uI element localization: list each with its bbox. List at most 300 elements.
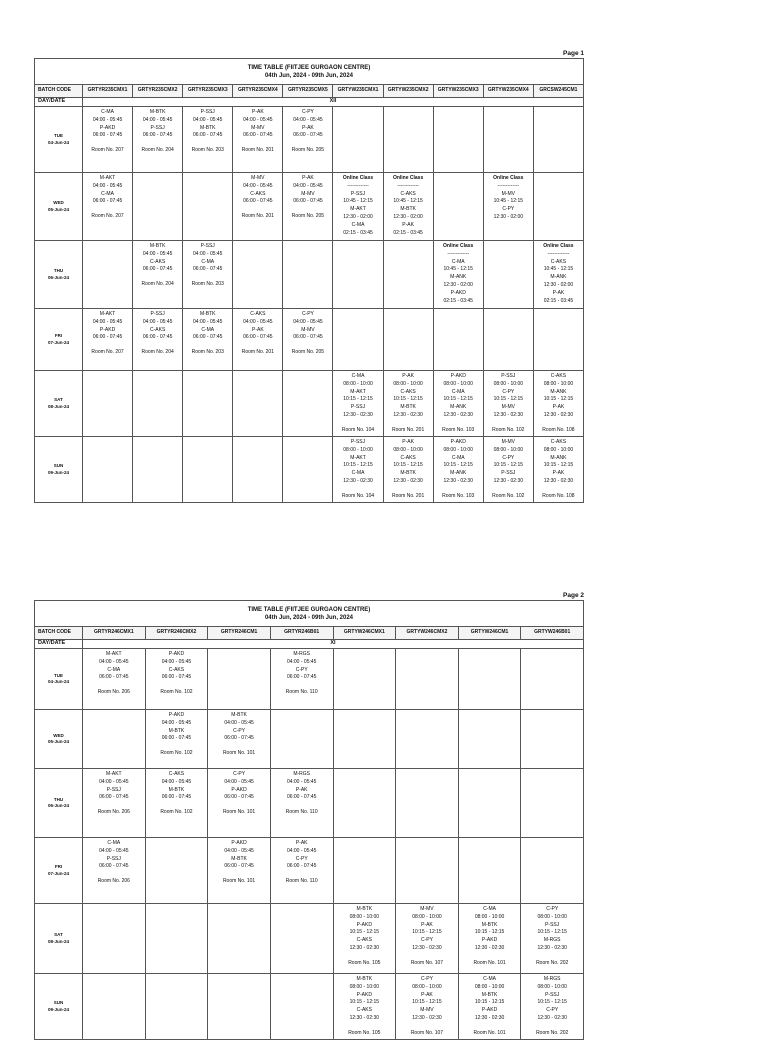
room-number: Room No. 105 [348,959,381,966]
room-number: Room No. 110 [285,689,318,696]
schedule-line: 06:00 - 07:45 [92,334,123,341]
schedule-line: 08:00 - 10:00 [412,983,442,990]
batch-header-row [35,627,584,640]
batch-code-header: GRTYR235CMX1 [83,85,133,98]
schedule-line: 08:00 - 10:00 [349,913,380,920]
day-row [35,107,584,173]
schedule-line: 06:00 - 07:45 [293,334,323,341]
schedule-line: 12:30 - 02:30 [543,411,574,418]
day-date: 08-Jun-24 [47,938,69,944]
schedule-line: M-MV [301,190,315,197]
schedule-cell [521,649,584,710]
room-number: Room No. 203 [191,349,224,356]
schedule-line: 04:00 - 05:45 [224,719,254,726]
schedule-line: 02:15 - 03:45 [543,297,574,304]
schedule-line: 08:00 - 10:00 [349,983,380,990]
day-date: 07-Jun-24 [47,339,69,345]
batch-code-label: BATCH CODE [35,627,83,640]
schedule-cell [458,904,521,974]
timetable-title [35,59,584,85]
room-number: Room No. 110 [285,809,318,816]
schedule-line: 12:30 - 02:30 [443,477,473,484]
day-name: SAT [54,397,63,402]
day-cell [35,437,83,503]
schedule-cell [396,974,459,1040]
schedule-line: 12:30 - 02:30 [393,477,423,484]
schedule-cell [208,649,271,710]
schedule-line: 10:15 - 12:15 [412,929,442,936]
room-number: Room No. 110 [285,878,318,885]
schedule-cell [183,173,233,241]
schedule-line: C-MA [451,388,465,395]
room-number: Room No. 206 [97,878,130,885]
schedule-line: M-MV [501,190,515,197]
schedule-line: P-AK [552,289,565,296]
schedule-line: P-SSJ [501,470,516,477]
schedule-line: C-AKS [168,771,185,777]
day-date: 08-Jun-24 [47,403,69,409]
day-name: SUN [53,1000,64,1005]
schedule-line: C-AKS [400,388,416,395]
batch-code-header: GRTYR246CM1 [208,627,271,640]
batch-code-header: GRTYR246CMX1 [83,627,146,640]
schedule-line: M-MV [501,439,515,445]
schedule-line: M-MV [301,326,315,333]
schedule-line: C-MA [483,906,496,912]
room-number: Room No. 107 [410,959,444,966]
schedule-line: 12:30 - 02:00 [393,213,423,220]
schedule-cell [283,371,333,437]
schedule-line: M-MV [420,906,434,912]
schedule-line: M-AKT [106,651,122,657]
schedule-line: 10:15 - 12:15 [474,929,505,936]
schedule-line: 06:00 - 07:45 [286,794,317,801]
day-cell [35,649,83,710]
day-row [35,649,584,710]
schedule-cell [145,904,208,974]
schedule-line: P-SSJ [350,439,366,445]
schedule-line: M-ANK [450,404,467,411]
schedule-cell [383,241,433,309]
class-label: XII [83,98,584,107]
batch-code-header: GRTYW246CMX2 [396,627,459,640]
schedule-line: P-AKD [231,840,247,846]
schedule-cell [533,241,583,309]
schedule-line: P-AK [552,404,565,411]
schedule-line: 08:00 - 10:00 [474,913,505,920]
room-number: Room No. 201 [241,147,274,154]
schedule-line: 10:15 - 12:15 [349,999,380,1006]
schedule-line: C-AKS [250,190,266,197]
day-date-row [35,98,584,107]
schedule-line: 12:30 - 02:30 [412,944,442,951]
online-class-label: Online Class [392,175,424,181]
schedule-line: 06:00 - 07:45 [193,266,223,273]
room-number: Room No. 204 [141,281,174,288]
schedule-line: C-MA [351,373,365,379]
schedule-line: 12:30 - 02:30 [493,411,524,418]
schedule-cell [183,437,233,503]
schedule-cell [333,173,383,241]
room-number: Room No. 107 [410,1029,444,1036]
schedule-line: P-AK [295,840,308,846]
schedule-line: C-AKS [150,326,166,333]
schedule-line: 06:00 - 07:45 [293,198,323,205]
schedule-line: M-MV [501,404,515,411]
schedule-line: P-AKD [99,326,116,333]
batch-code-header: GRTYW246CM1 [458,627,521,640]
room-number: Room No. 205 [291,147,325,154]
schedule-line: 10:15 - 12:15 [543,462,574,469]
schedule-cell [133,173,183,241]
day-cell [35,107,83,173]
schedule-line: M-ANK [550,274,567,281]
schedule-line: M-BTK [168,727,185,734]
schedule-line: 04:00 - 05:45 [92,182,123,189]
schedule-line: 10:15 - 12:15 [393,396,423,403]
schedule-cell [433,241,483,309]
schedule-cell [270,838,333,904]
timetable-title [35,601,584,627]
schedule-cell [333,769,396,838]
schedule-line: 10:45 - 12:15 [393,198,423,205]
schedule-line: 04:00 - 05:45 [142,250,173,257]
schedule-cell [145,649,208,710]
schedule-cell [333,371,383,437]
schedule-cell [533,309,583,371]
day-row [35,710,584,769]
online-class-label: Online Class [493,175,524,181]
day-cell [35,241,83,309]
schedule-line: C-PY [546,906,559,912]
schedule-line: P-SSJ [150,311,165,317]
schedule-line: 06:00 - 07:45 [99,794,129,801]
schedule-line: 04:00 - 05:45 [224,778,254,785]
schedule-line: C-PY [502,388,515,395]
room-number: Room No. 206 [97,809,130,816]
day-name: WED [53,732,64,738]
room-number: Room No. 101 [473,1029,506,1036]
day-date: 07-Jun-24 [47,870,69,876]
schedule-cell [233,241,283,309]
schedule-line: 02:15 - 03:45 [443,297,473,304]
day-name: THU [53,268,64,273]
day-name: TUE [54,133,63,138]
schedule-line: M-BTK [168,786,185,793]
schedule-line: M-AKT [350,388,366,395]
day-cell [35,838,83,904]
room-number: Room No. 102 [160,809,193,816]
schedule-line: M-BTK [400,206,416,213]
title-text: TIME TABLE (FIITJEE GURGAON CENTRE) [247,607,371,613]
schedule-line: P-AKD [356,921,372,928]
batch-code-header: GRTYW235CMX4 [483,85,533,98]
schedule-line: P-AK [421,921,433,928]
schedule-line: 06:00 - 07:45 [293,132,323,139]
schedule-line: C-AKS [550,258,567,265]
schedule-line: 04:00 - 05:45 [286,658,317,665]
schedule-cell [83,173,133,241]
schedule-cell [208,904,271,974]
room-number: Room No. 102 [160,750,193,757]
day-date-row [35,640,584,649]
schedule-line: 06:00 - 07:45 [161,735,192,742]
schedule-line: C-AKS [400,190,416,197]
schedule-line: 04:00 - 05:45 [99,847,129,854]
schedule-line: P-AK [295,786,308,793]
schedule-cell [333,838,396,904]
schedule-line: M-BTK [149,243,166,249]
schedule-line: C-PY [233,771,246,777]
schedule-cell [458,769,521,838]
schedule-cell [83,838,146,904]
schedule-cell [458,649,521,710]
schedule-cell [383,173,433,241]
schedule-line: 08:00 - 10:00 [393,380,423,387]
online-class-label: Online Class [443,243,474,249]
schedule-line: 04:00 - 05:45 [142,116,173,123]
schedule-line: M-BTK [481,921,498,928]
schedule-line: 08:00 - 10:00 [543,446,574,453]
schedule-cell [533,371,583,437]
schedule-line: 10:45 - 12:15 [443,266,473,273]
day-row [35,309,584,371]
schedule-line: 04:00 - 05:45 [286,778,317,785]
day-name: SAT [54,932,63,937]
schedule-line: 06:00 - 07:45 [243,132,273,139]
room-number: Room No. 205 [291,213,325,220]
schedule-line: M-MV [251,124,265,131]
schedule-cell [133,107,183,173]
room-number: Room No. 201 [391,426,425,433]
schedule-line: P-SSJ [545,991,560,998]
schedule-line: M-ANK [550,454,567,461]
schedule-cell [383,309,433,371]
schedule-cell [333,309,383,371]
day-row [35,241,584,309]
schedule-line: 04:00 - 05:45 [92,318,123,325]
schedule-cell [83,241,133,309]
schedule-line: M-ANK [450,274,467,281]
batch-code-header: GRTYR235CMX5 [283,85,333,98]
schedule-line: 06:00 - 07:45 [286,674,317,681]
day-row [35,769,584,838]
day-date-label: DAY/DATE [35,98,83,107]
schedule-line: 12:30 - 02:30 [474,1014,505,1021]
schedule-line: 04:00 - 05:45 [193,250,223,257]
schedule-line: P-AK [552,470,565,477]
schedule-line: M-AKT [106,771,122,777]
schedule-cell [270,769,333,838]
room-number: Room No. 103 [442,426,475,433]
schedule-line: 10:15 - 12:15 [443,462,473,469]
schedule-line: M-BTK [481,991,498,998]
room-number: Room No. 207 [91,147,124,154]
schedule-line: C-PY [233,727,246,734]
schedule-cell [521,974,584,1040]
schedule-line: 06:00 - 07:45 [224,735,254,742]
day-cell [35,974,83,1040]
schedule-line: C-PY [502,454,515,461]
room-number: Room No. 101 [473,959,506,966]
schedule-line: P-AK [251,326,264,333]
schedule-line: C-PY [546,1007,559,1014]
schedule-line: 10:15 - 12:15 [393,462,423,469]
schedule-line: 12:30 - 02:30 [443,411,473,418]
batch-code-header: GRTYR235CMX3 [183,85,233,98]
schedule-line: 10:15 - 12:15 [537,999,567,1006]
schedule-line: 12:30 - 02:30 [537,944,567,951]
schedule-line: 08:00 - 10:00 [537,913,567,920]
schedule-line: 08:00 - 10:00 [393,446,423,453]
room-number: Room No. 204 [141,147,174,154]
page-number: Page 2 [563,592,584,599]
schedule-cell [433,371,483,437]
schedule-cell [396,710,459,769]
day-name: WED [53,200,64,205]
schedule-line: 10:15 - 12:15 [474,999,505,1006]
schedule-line: ------------- [347,182,369,189]
batch-code-header: GRTYW235CMX3 [433,85,483,98]
schedule-cell [183,241,233,309]
timetable-table [34,58,584,503]
schedule-line: C-PY [295,855,308,862]
schedule-line: ------------- [497,182,520,189]
schedule-line: C-MA [201,326,215,333]
room-number: Room No. 104 [341,492,375,499]
day-date: 05-Jun-24 [47,206,69,212]
schedule-line: C-PY [420,937,433,944]
schedule-cell [270,710,333,769]
room-number: Room No. 207 [91,213,124,220]
timetable-page-2 [34,590,584,1040]
schedule-cell [383,437,433,503]
schedule-cell [133,437,183,503]
schedule-cell [333,904,396,974]
schedule-line: P-SSJ [545,921,560,928]
schedule-line: P-AKD [99,124,116,131]
schedule-cell [83,371,133,437]
schedule-line: M-BTK [199,124,216,131]
schedule-line: 08:00 - 10:00 [412,913,442,920]
schedule-line: 06:00 - 07:45 [193,334,223,341]
schedule-line: P-SSJ [106,855,121,862]
schedule-line: P-AKD [450,439,466,445]
schedule-cell [283,107,333,173]
schedule-cell [433,309,483,371]
schedule-line: 12:30 - 02:30 [474,944,505,951]
room-number: Room No. 207 [91,349,124,356]
batch-code-label: BATCH CODE [35,85,83,98]
schedule-line: 06:00 - 07:45 [92,198,123,205]
schedule-line: 08:00 - 10:00 [537,983,567,990]
batch-code-header: GRTYW246CMX1 [333,627,396,640]
schedule-line: 06:00 - 07:45 [92,132,123,139]
schedule-cell [83,904,146,974]
schedule-cell [270,974,333,1040]
schedule-cell [333,241,383,309]
schedule-line: 04:00 - 05:45 [142,318,173,325]
schedule-line: C-MA [451,454,465,461]
schedule-line: 10:15 - 12:15 [343,462,373,469]
schedule-line: 08:00 - 10:00 [493,446,524,453]
day-date: 09-Jun-24 [47,469,69,475]
schedule-line: P-AK [402,221,414,228]
schedule-cell [396,769,459,838]
schedule-cell [233,309,283,371]
schedule-line: P-AKD [168,651,185,657]
day-date: 04-Jun-24 [47,139,69,145]
schedule-line: P-AKD [356,991,372,998]
schedule-line: 12:30 - 02:00 [343,213,373,220]
schedule-line: 04:00 - 05:45 [92,116,123,123]
schedule-line: P-AK [302,175,314,181]
schedule-line: 12:30 - 02:00 [543,281,574,288]
schedule-cell [521,838,584,904]
schedule-cell [433,107,483,173]
schedule-cell [145,710,208,769]
online-class-label: Online Class [342,175,374,181]
schedule-line: 02:15 - 03:45 [343,229,373,236]
schedule-line: P-AK [402,373,414,379]
schedule-cell [433,437,483,503]
schedule-cell [283,173,333,241]
schedule-line: 10:45 - 12:15 [493,198,524,205]
schedule-line: C-MA [351,221,365,228]
day-date-label: DAY/DATE [35,640,83,649]
schedule-cell [533,107,583,173]
schedule-line: M-MV [251,175,265,181]
schedule-line: C-MA [101,190,114,197]
schedule-line: M-BTK [231,855,247,862]
day-cell [35,173,83,241]
schedule-line: 08:00 - 10:00 [474,983,505,990]
schedule-line: 06:00 - 07:45 [224,794,254,801]
schedule-line: 10:15 - 12:15 [493,462,524,469]
schedule-line: C-MA [101,109,114,115]
room-number: Room No. 205 [291,349,325,356]
schedule-line: M-BTK [356,976,373,982]
schedule-line: 12:30 - 02:30 [349,944,380,951]
schedule-cell [433,173,483,241]
schedule-line: P-AK [251,109,264,115]
room-number: Room No. 204 [141,349,174,356]
schedule-cell [383,107,433,173]
schedule-line: P-SSJ [200,109,215,115]
schedule-line: 04:00 - 05:45 [293,182,323,189]
schedule-line: 08:00 - 10:00 [343,380,373,387]
schedule-line: 06:00 - 07:45 [142,266,173,273]
schedule-line: 06:00 - 07:45 [99,863,129,870]
timetable-page-1 [34,48,584,503]
schedule-cell [483,107,533,173]
day-date: 04-Jun-24 [47,679,69,684]
schedule-line: M-BTK [231,712,247,718]
page-number: Page 1 [563,50,584,57]
schedule-line: P-AKD [231,786,247,793]
schedule-line: P-SSJ [150,124,165,131]
schedule-line: 12:30 - 02:30 [393,411,423,418]
schedule-line: M-RGS [543,976,561,982]
schedule-line: P-SSJ [350,404,366,411]
schedule-cell [333,974,396,1040]
day-cell [35,710,83,769]
schedule-line: 06:00 - 07:45 [193,132,223,139]
schedule-line: P-SSJ [501,373,516,379]
schedule-cell [145,769,208,838]
schedule-line: 12:30 - 02:30 [493,477,524,484]
batch-code-header: GRTYR246CMX2 [145,627,208,640]
